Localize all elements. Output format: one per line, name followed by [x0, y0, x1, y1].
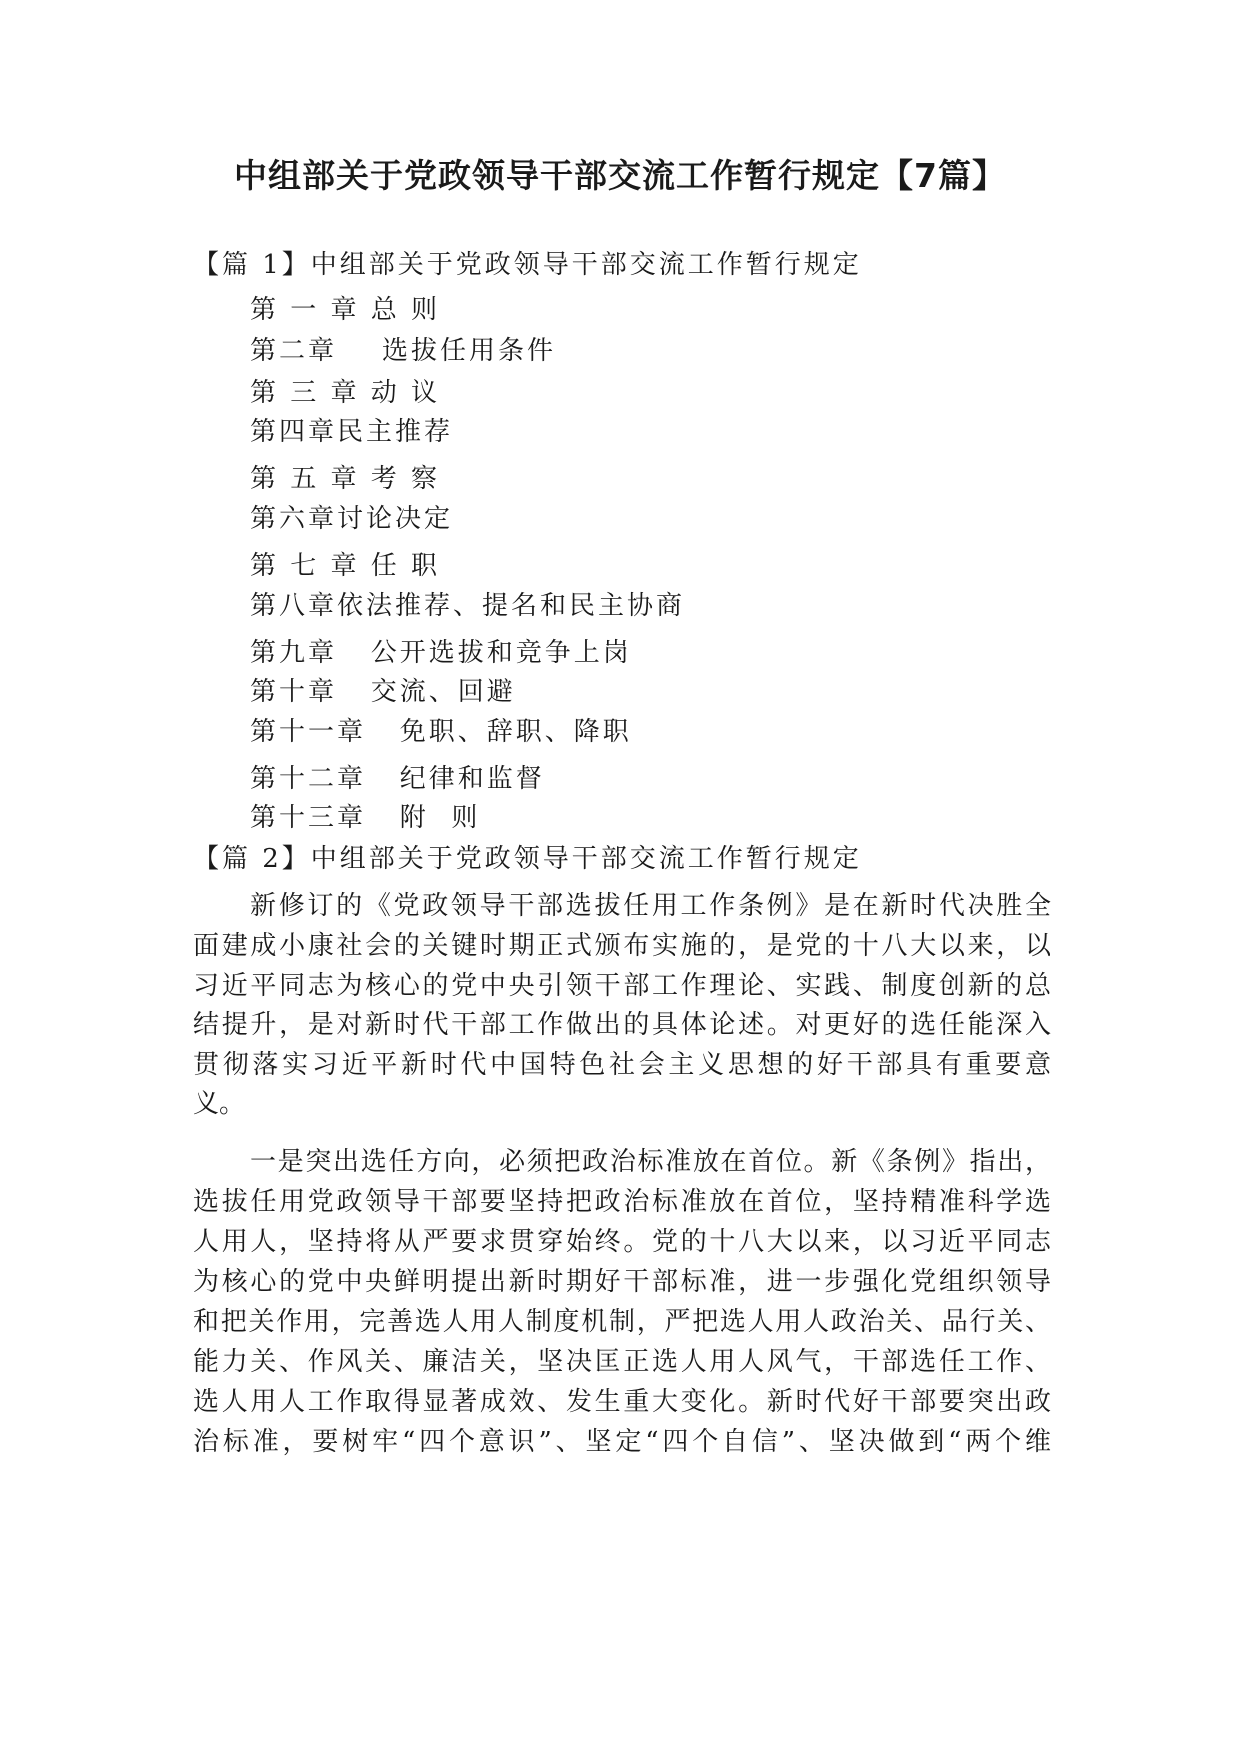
section-1-heading: 【篇 1】中组部关于党政领导干部交流工作暂行规定: [193, 250, 862, 280]
paragraph-1-line: 义。: [193, 1089, 246, 1119]
chapter-7: 第 七 章 任 职: [250, 551, 441, 581]
paragraph-2-line: 选拔任用党政领导干部要坚持把政治标准放在首位，坚持精准科学选: [193, 1187, 1051, 1217]
paragraph-1-line: 新修订的《党政领导干部选拔任用工作条例》是在新时代决胜全: [250, 891, 1051, 921]
paragraph-2-line: 一是突出选任方向，必须把政治标准放在首位。新《条例》指出，: [250, 1147, 1051, 1177]
paragraph-1-line: 面建成小康社会的关键时期正式颁布实施的，是党的十八大以来，以: [193, 931, 1051, 961]
section-2-heading: 【篇 2】中组部关于党政领导干部交流工作暂行规定: [193, 844, 862, 874]
chapter-10: 第十章 交流、回避: [250, 677, 516, 707]
paragraph-2-line: 选人用人工作取得显著成效、发生重大变化。新时代好干部要突出政: [193, 1387, 1051, 1417]
paragraph-1-line: 贯彻落实习近平新时代中国特色社会主义思想的好干部具有重要意: [193, 1050, 1051, 1080]
chapter-2: 第二章 选拔任用条件: [250, 336, 557, 366]
paragraph-2-line: 治标准，要树牢“四个意识”、坚定“四个自信”、坚决做到“两个维: [193, 1427, 1051, 1457]
paragraph-2-line: 能力关、作风关、廉洁关，坚决匡正选人用人风气，干部选任工作、: [193, 1347, 1051, 1377]
chapter-11: 第十一章 免职、辞职、降职: [250, 717, 632, 747]
chapter-8: 第八章依法推荐、提名和民主协商: [250, 591, 686, 621]
paragraph-1-line: 习近平同志为核心的党中央引领干部工作理论、实践、制度创新的总: [193, 971, 1051, 1001]
chapter-12: 第十二章 纪律和监督: [250, 764, 545, 794]
chapter-5: 第 五 章 考 察: [250, 464, 441, 494]
chapter-4: 第四章民主推荐: [250, 417, 454, 447]
chapter-6: 第六章讨论决定: [250, 504, 454, 534]
chapter-3: 第 三 章 动 议: [250, 378, 441, 408]
paragraph-2-line: 人用人，坚持将从严要求贯穿始终。党的十八大以来，以习近平同志: [193, 1227, 1051, 1257]
chapter-9: 第九章 公开选拔和竞争上岗: [250, 638, 632, 668]
paragraph-2-line: 和把关作用，完善选人用人制度机制，严把选人用人政治关、品行关、: [193, 1307, 1051, 1337]
paragraph-1-line: 结提升，是对新时代干部工作做出的具体论述。对更好的选任能深入: [193, 1010, 1051, 1040]
chapter-1: 第 一 章 总 则: [250, 295, 441, 325]
document-title: 中组部关于党政领导干部交流工作暂行规定【7篇】: [234, 156, 1006, 195]
chapter-13: 第十三章 附 则: [250, 803, 481, 833]
paragraph-2-line: 为核心的党中央鲜明提出新时期好干部标准，进一步强化党组织领导: [193, 1267, 1051, 1297]
